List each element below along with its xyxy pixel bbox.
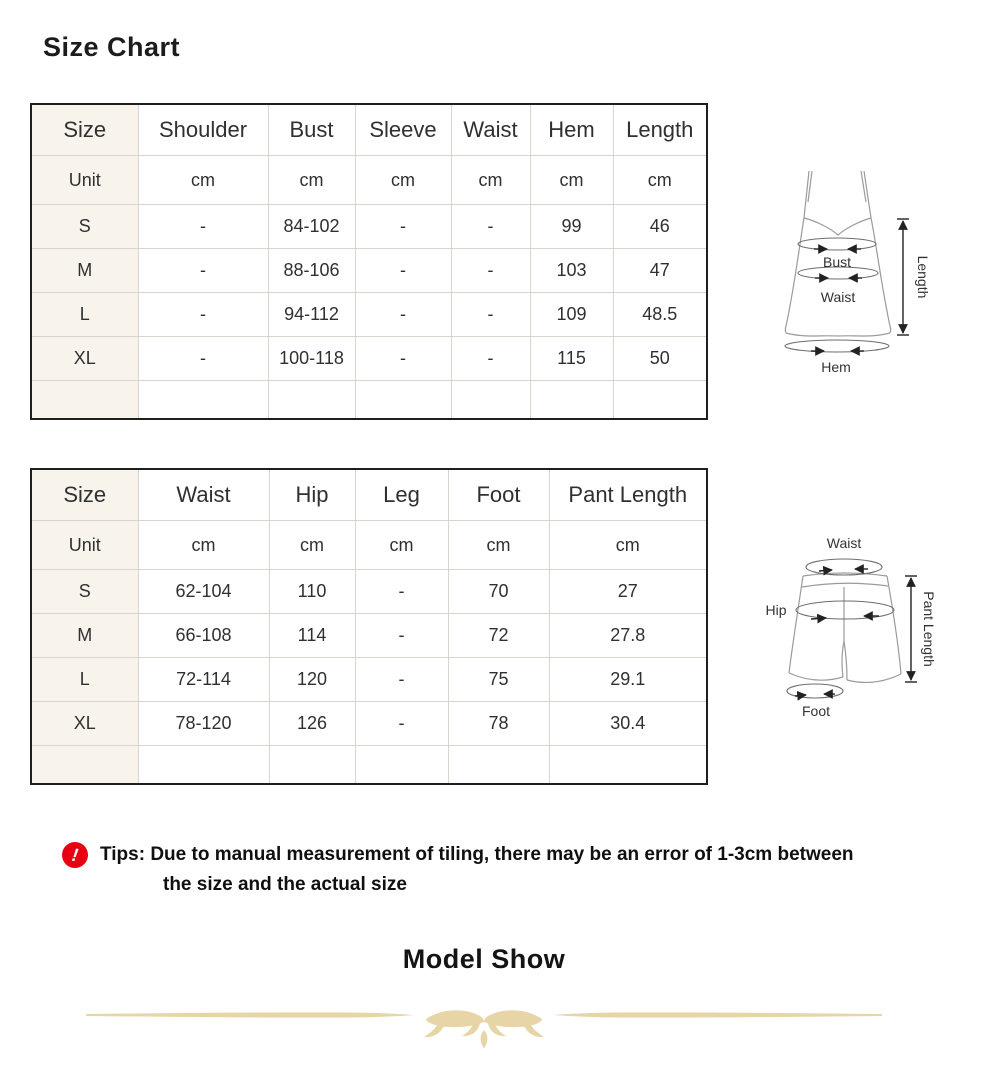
value-cell: 103	[530, 249, 613, 293]
value-cell: -	[138, 337, 268, 381]
tips-note	[62, 840, 942, 900]
unit-cell: cm	[613, 156, 707, 205]
value-cell: 30.4	[549, 702, 707, 746]
value-cell: 120	[269, 658, 355, 702]
hip-label: Hip	[765, 602, 787, 618]
value-cell: 62-104	[138, 570, 269, 614]
unit-label-cell: Unit	[31, 521, 138, 570]
foot-label: Foot	[801, 703, 831, 719]
value-cell: -	[355, 570, 448, 614]
unit-cell: cm	[138, 521, 269, 570]
value-cell: 109	[530, 293, 613, 337]
model-show-title: Model Show	[402, 944, 566, 974]
hem-ellipse	[785, 340, 889, 352]
measure-arrows	[795, 569, 917, 696]
divider-right-line	[554, 1012, 882, 1017]
value-cell: 50	[613, 337, 707, 381]
value-cell: 72	[448, 614, 549, 658]
tips-text	[100, 840, 854, 900]
header-cell-pant-length: Pant Length	[549, 469, 707, 521]
value-cell: -	[355, 702, 448, 746]
size-cell: L	[31, 293, 138, 337]
header-cell-leg: Leg	[355, 469, 448, 521]
value-cell: 72-114	[138, 658, 269, 702]
alert-exclamation-icon: !	[60, 840, 89, 869]
bust-label: Bust	[822, 254, 852, 270]
header-cell-sleeve: Sleeve	[355, 104, 451, 156]
size-cell: L	[31, 658, 138, 702]
value-cell: -	[355, 205, 451, 249]
value-cell: 47	[613, 249, 707, 293]
empty-row	[31, 746, 707, 785]
tips-line2: the size and the actual size	[163, 874, 407, 895]
header-cell-length: Length	[613, 104, 707, 156]
value-cell: -	[355, 293, 451, 337]
value-cell: -	[138, 205, 268, 249]
value-cell: 70	[448, 570, 549, 614]
unit-cell: cm	[269, 521, 355, 570]
pant-length-label: Pant Length	[921, 591, 937, 667]
value-cell: 27.8	[549, 614, 707, 658]
unit-cell: cm	[530, 156, 613, 205]
value-cell: 78	[448, 702, 549, 746]
waist-label: Waist	[826, 535, 862, 551]
size-row-xl	[31, 702, 707, 746]
value-cell: -	[451, 293, 530, 337]
size-row-s	[31, 205, 707, 249]
length-label: Length	[915, 255, 931, 299]
page-title: Size Chart	[43, 32, 181, 62]
size-cell: M	[31, 614, 138, 658]
shorts-measure-diagram	[740, 510, 1000, 750]
camisole-measure-diagram	[760, 140, 1000, 400]
value-cell: 27	[549, 570, 707, 614]
unit-row	[31, 521, 707, 570]
unit-cell: cm	[451, 156, 530, 205]
value-cell: -	[355, 614, 448, 658]
hip-ellipse	[796, 601, 894, 619]
value-cell: 88-106	[268, 249, 355, 293]
unit-cell: cm	[448, 521, 549, 570]
value-cell: -	[451, 337, 530, 381]
bust-ellipse	[798, 238, 876, 250]
bottom-size-table	[30, 468, 708, 785]
unit-cell: cm	[138, 156, 268, 205]
value-cell: 66-108	[138, 614, 269, 658]
size-row-m	[31, 249, 707, 293]
value-cell: 78-120	[138, 702, 269, 746]
value-cell: 84-102	[268, 205, 355, 249]
value-cell: 99	[530, 205, 613, 249]
header-cell-foot: Foot	[448, 469, 549, 521]
value-cell: 114	[269, 614, 355, 658]
value-cell: -	[355, 249, 451, 293]
value-cell: -	[138, 293, 268, 337]
value-cell: 75	[448, 658, 549, 702]
value-cell: 46	[613, 205, 707, 249]
header-cell-waist: Waist	[138, 469, 269, 521]
size-cell: M	[31, 249, 138, 293]
unit-cell: cm	[549, 521, 707, 570]
value-cell: 115	[530, 337, 613, 381]
header-cell-size: Size	[31, 104, 138, 156]
empty-row	[31, 381, 707, 420]
value-cell: 126	[269, 702, 355, 746]
size-row-m	[31, 614, 707, 658]
size-row-l	[31, 293, 707, 337]
unit-label-cell: Unit	[31, 156, 138, 205]
value-cell: 110	[269, 570, 355, 614]
divider-teardrop	[481, 1030, 488, 1049]
top-size-table	[30, 103, 708, 420]
value-cell: -	[355, 337, 451, 381]
value-cell: 29.1	[549, 658, 707, 702]
size-cell: XL	[31, 702, 138, 746]
value-cell: 48.5	[613, 293, 707, 337]
header-row	[31, 104, 707, 156]
header-cell-shoulder: Shoulder	[138, 104, 268, 156]
value-cell: -	[355, 658, 448, 702]
size-row-s	[31, 570, 707, 614]
header-cell-hip: Hip	[269, 469, 355, 521]
unit-cell: cm	[268, 156, 355, 205]
value-cell: 94-112	[268, 293, 355, 337]
divider-left-line	[86, 1012, 414, 1017]
size-cell: S	[31, 570, 138, 614]
header-cell-size: Size	[31, 469, 138, 521]
tips-line1: Tips: Due to manual measurement of tiling, there may be an error of 1-3cm between	[100, 844, 854, 865]
header-cell-bust: Bust	[268, 104, 355, 156]
size-row-l	[31, 658, 707, 702]
value-cell: -	[451, 249, 530, 293]
unit-cell: cm	[355, 156, 451, 205]
unit-cell: cm	[355, 521, 448, 570]
size-cell: XL	[31, 337, 138, 381]
waist-label: Waist	[820, 289, 856, 305]
shorts-outline	[789, 573, 901, 682]
divider-center-ornament	[424, 1010, 544, 1048]
flourish-divider	[84, 1002, 884, 1050]
hem-label: Hem	[821, 359, 851, 375]
value-cell: 100-118	[268, 337, 355, 381]
size-cell: S	[31, 205, 138, 249]
value-cell: -	[451, 205, 530, 249]
header-cell-waist: Waist	[451, 104, 530, 156]
header-row	[31, 469, 707, 521]
unit-row	[31, 156, 707, 205]
value-cell: -	[138, 249, 268, 293]
size-row-xl	[31, 337, 707, 381]
header-cell-hem: Hem	[530, 104, 613, 156]
